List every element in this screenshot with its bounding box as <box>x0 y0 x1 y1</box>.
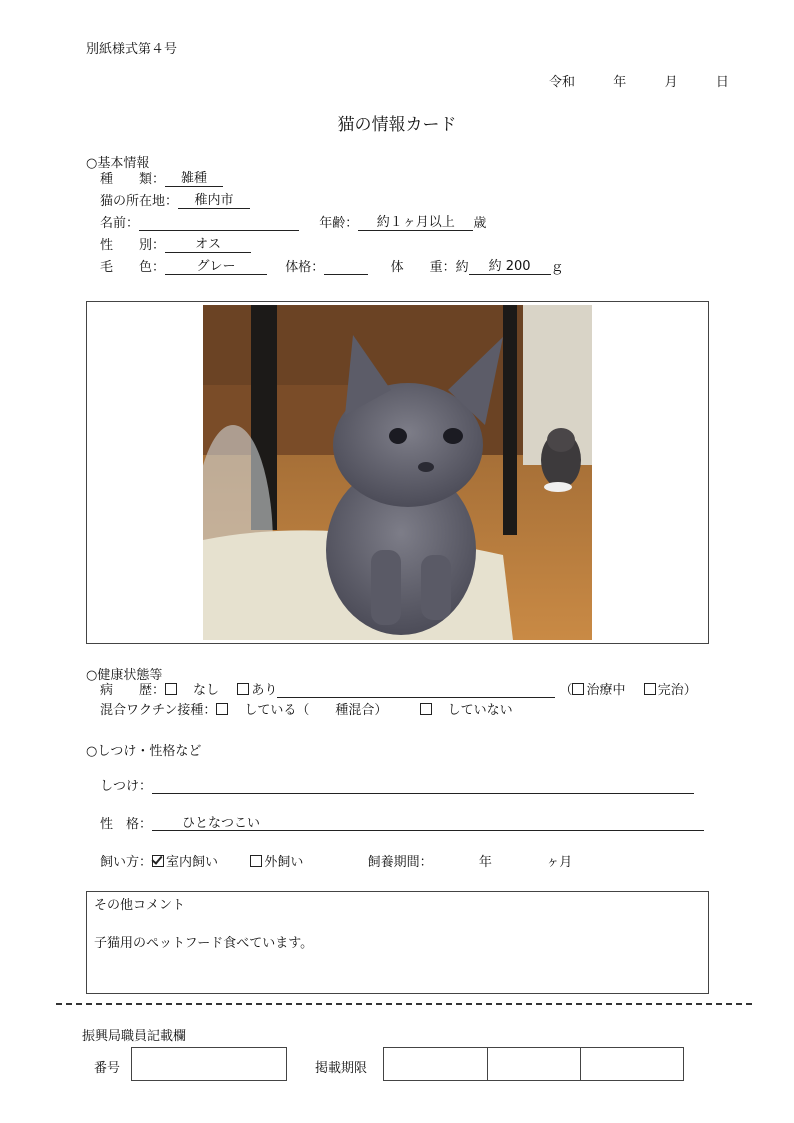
period-year-label: 年 <box>478 855 492 870</box>
period-limit-field-1[interactable] <box>383 1047 488 1081</box>
sex-row <box>100 238 251 254</box>
period-limit-field-2[interactable] <box>487 1047 581 1081</box>
weight-value[interactable]: 約 200 <box>469 260 551 275</box>
age-value[interactable]: 約１ヶ月以上 <box>358 216 473 231</box>
weight-unit: ｇ <box>550 260 564 275</box>
date-day-label: 日 <box>715 75 729 90</box>
outdoor-checkbox[interactable] <box>250 855 262 867</box>
cured-checkbox[interactable] <box>644 683 656 695</box>
name-age-row <box>100 216 486 232</box>
paren-close: ） <box>683 683 697 698</box>
age-label: 年齢： <box>319 216 359 231</box>
treating-label: 治療中 <box>586 683 626 698</box>
cut-line <box>56 1003 752 1005</box>
personality-row <box>100 817 704 833</box>
location-label: 猫の所在地： <box>100 194 179 209</box>
date-year-label: 年 <box>613 75 627 90</box>
history-none-checkbox[interactable] <box>165 683 177 695</box>
sex-value[interactable]: オス <box>165 238 251 253</box>
location-row <box>100 194 250 210</box>
history-row <box>100 683 697 699</box>
keeping-label: 飼い方： <box>100 855 153 870</box>
sex-label: 性 別： <box>100 238 166 253</box>
history-label: 病 歴： <box>100 683 166 698</box>
period-limit-label: 掲載期限 <box>315 1061 368 1076</box>
history-detail-field[interactable] <box>277 683 555 698</box>
build-label: 体格： <box>285 260 325 275</box>
indoor-label: 室内飼い <box>166 855 219 870</box>
page-title: 猫の情報カード <box>337 115 457 135</box>
color-label: 毛 色： <box>100 260 166 275</box>
shitsuke-row <box>100 779 694 795</box>
history-exists-checkbox[interactable] <box>237 683 249 695</box>
shitsuke-label: しつけ： <box>100 779 153 794</box>
treating-checkbox[interactable] <box>572 683 584 695</box>
weight-label: 体 重：約 <box>390 260 469 275</box>
vaccine-label: 混合ワクチン接種： <box>100 703 217 718</box>
training-heading: ○しつけ・性格など <box>86 744 202 759</box>
kitten-illustration <box>203 305 592 640</box>
indoor-checkbox[interactable] <box>152 855 164 867</box>
color-value[interactable]: グレー <box>165 260 267 275</box>
date-month-label: 月 <box>664 75 678 90</box>
period-month-label: ヶ月 <box>546 855 573 870</box>
vaccine-row <box>100 703 513 719</box>
keeping-row <box>100 855 572 871</box>
breed-value[interactable]: 雑種 <box>165 172 223 187</box>
basic-info-heading: ○基本情報 <box>86 156 150 171</box>
history-exists-label: あり <box>251 683 278 698</box>
date-era: 令和 <box>549 75 576 90</box>
paren-open: （ <box>559 683 573 698</box>
cured-label: 完治 <box>657 683 684 698</box>
name-label: 名前： <box>100 216 140 231</box>
period-limit-field-3[interactable] <box>580 1047 684 1081</box>
staff-heading: 振興局職員記載欄 <box>82 1029 187 1044</box>
vaccine-no-label: していない <box>447 703 513 718</box>
color-build-weight-row <box>100 260 564 276</box>
comment-heading: その他コメント <box>94 898 186 913</box>
personality-field[interactable]: ひとなつこい <box>152 817 704 831</box>
number-field[interactable] <box>131 1047 287 1081</box>
comment-text: 子猫用のペットフード食べています。 <box>94 936 314 951</box>
name-value[interactable] <box>139 216 299 231</box>
history-none-label: なし <box>193 683 220 698</box>
vaccine-yes-checkbox[interactable] <box>216 703 228 715</box>
date-line <box>549 71 729 90</box>
period-label: 飼養期間： <box>367 855 433 870</box>
shitsuke-field[interactable] <box>152 779 694 794</box>
number-label: 番号 <box>94 1061 121 1076</box>
build-value[interactable] <box>324 260 368 275</box>
outdoor-label: 外飼い <box>264 855 304 870</box>
health-heading: ○健康状態等 <box>86 668 163 683</box>
breed-label: 種 類： <box>100 172 166 187</box>
form-number: 別紙様式第４号 <box>86 42 178 57</box>
breed-row <box>100 172 223 188</box>
cat-photo <box>203 305 592 640</box>
vaccine-yes-label: している（ 種混合） <box>244 703 388 718</box>
vaccine-no-checkbox[interactable] <box>420 703 432 715</box>
age-unit: 歳 <box>473 216 487 231</box>
personality-label: 性 格： <box>100 817 153 832</box>
location-value[interactable]: 稚内市 <box>178 194 250 209</box>
